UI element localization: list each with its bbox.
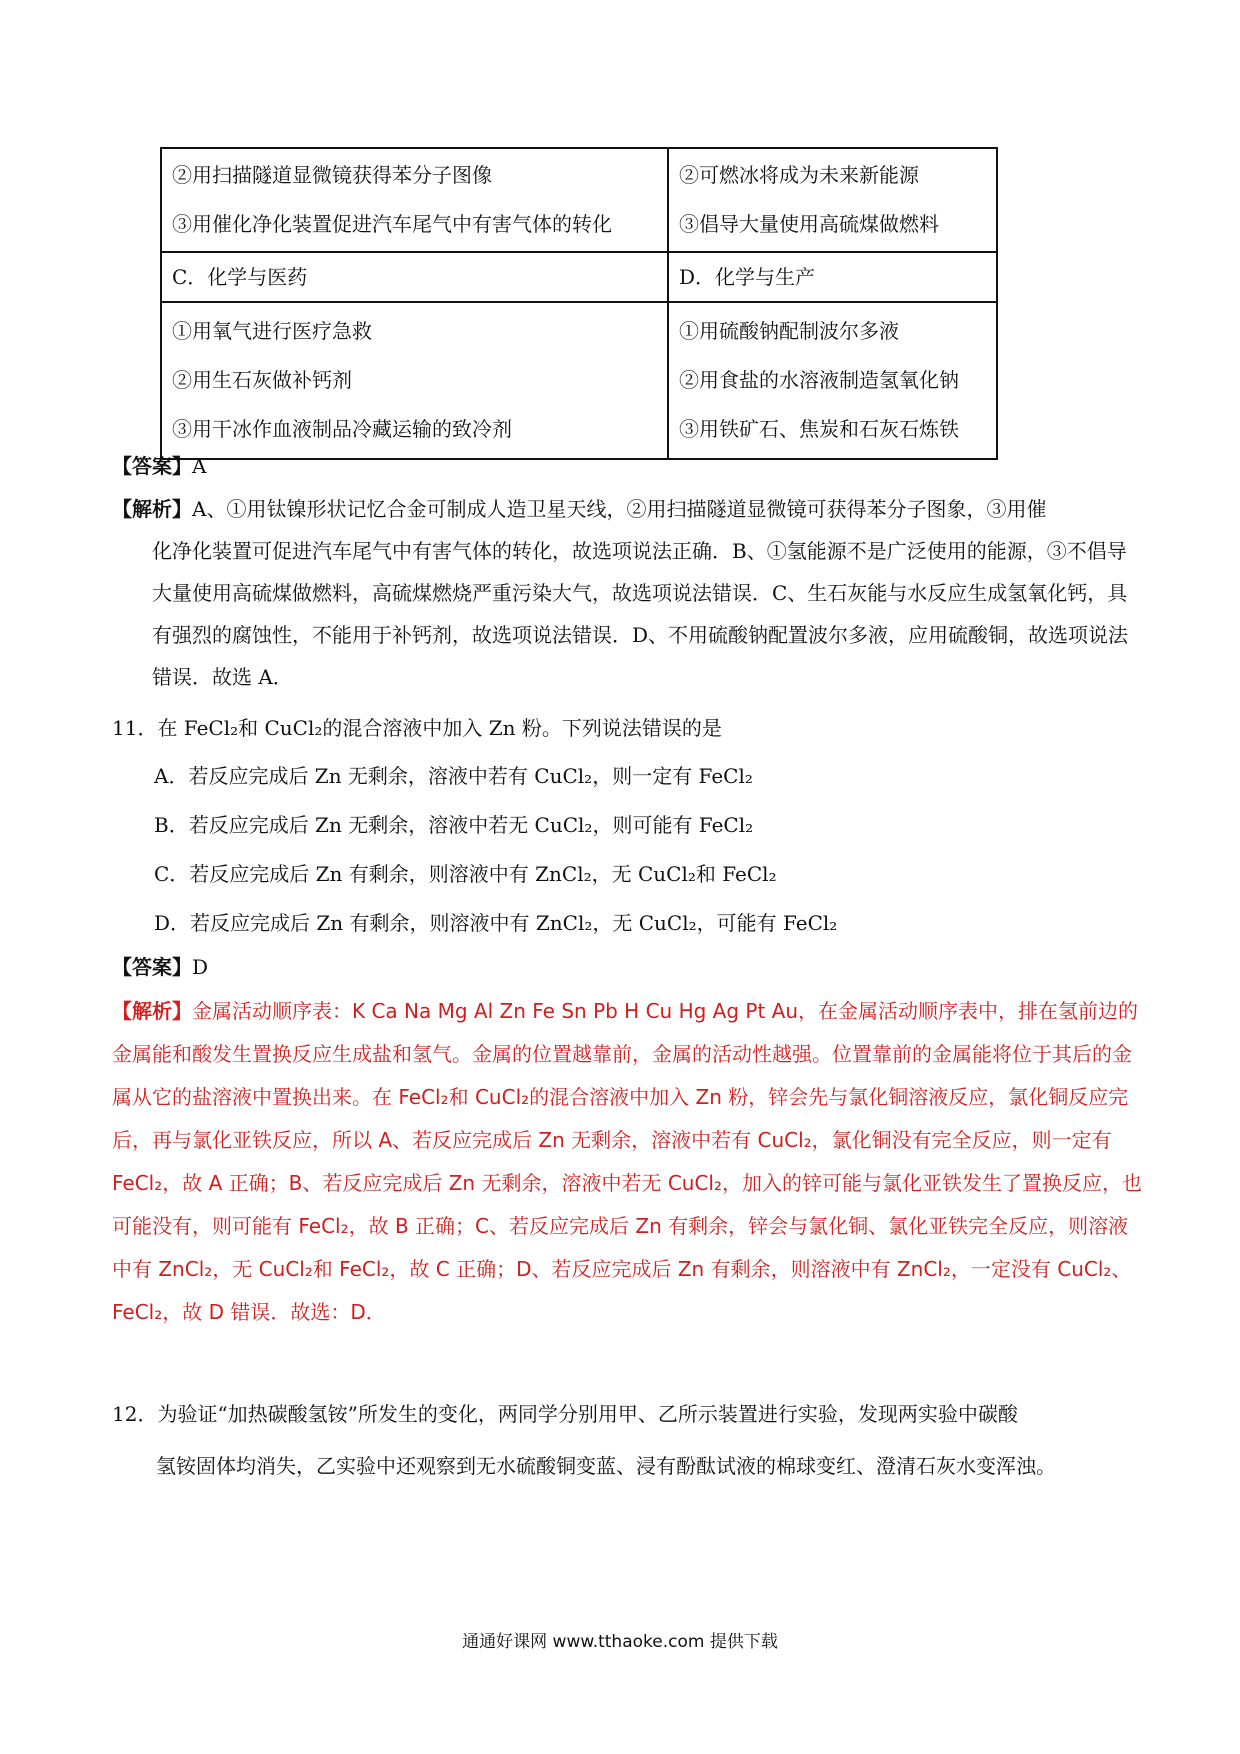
explanation-body: 化净化装置可促进汽车尾气中有害气体的转化，故选项说法正确．B、①氢能源不是广泛使用的能源，③不倡导大量使用高硫煤做燃料，高硫煤燃烧严重污染大气，故选项说法错误．C、生石灰能与水反应生成氢氧化钙，具有强烈的腐蚀性，不能用于补钙剂，故选项说法错误．D、不用硫酸钠配置波尔多液，应用硫酸铜，故选项说法错误．故选 A． (152, 539, 1129, 689)
option-a: A．若反应完成后 Zn 无剩余，溶液中若有 CuCl₂，则一定有 FeCl₂ (154, 764, 753, 788)
question-12 (112, 1388, 1142, 1492)
explanation-body: 金属活动顺序表：K Ca Na Mg Al Zn Fe Sn Pb H Cu Hg Ag Pt Au，在金属活动顺序表中，排在氢前边的金属能和酸发生置换反应生成盐和氢气。金属的位置越靠前，金属的活动性越强。位置靠前的金属能将位于其后的金属从它的盐溶液中置换出来。在 FeCl₂和 CuCl₂的混合溶液中加入 Zn 粉，锌会先与氯化铜溶液反应，氯化铜反应完后，再与氯化亚铁反应，所以 A、若反应完成后 Zn 无剩余，溶液中若有 CuCl₂，氯化铜没有完全反应，则一定有 FeCl₂，故 A 正确；B、若反应完成后 Zn 无剩余，溶液中若无 CuCl₂，加入的锌可能与氯化亚铁发生了置换反应，也可能没有，则可能有 FeCl₂，故 B 正确；C、若反应完成后 Zn 有剩余，锌会与氯化铜、氯化亚铁完全反应，则溶液中有 ZnCl₂，无 CuCl₂和 FeCl₂，故 C 正确；D、若反应完成后 Zn 有剩余，则溶液中有 ZnCl₂，一定没有 CuCl₂、FeCl₂，故 D 错误．故选：D． (112, 999, 1142, 1324)
table-row (161, 252, 997, 302)
table-header-cell (668, 252, 997, 302)
table-cell (668, 148, 997, 252)
table-line: ③倡导大量使用高硫煤做燃料 (679, 212, 939, 236)
table-cell (161, 148, 668, 252)
answer-1 (112, 451, 1142, 481)
table-line: ③用干冰作血液制品冷藏运输的致冷剂 (172, 417, 512, 441)
question-11-options (154, 752, 1054, 948)
question-12-first-line: 12．为验证“加热碳酸氢铵”所发生的变化，两同学分别用甲、乙所示装置进行实验，发现两实验中碳酸 (112, 1402, 1018, 1426)
explanation-label: 【解析】 (112, 999, 192, 1023)
table-line: ③用铁矿石、焦炭和石灰石炼铁 (679, 417, 959, 441)
question-12-continuation: 氢铵固体均消失，乙实验中还观察到无水硫酸铜变蓝、浸有酚酞试液的棉球变红、澄清石灰水变浑浊。 (156, 1454, 1056, 1478)
answer-label: 【答案】 (112, 454, 192, 478)
table-header-cell (161, 252, 668, 302)
options-table (160, 147, 998, 460)
option-c: C．若反应完成后 Zn 有剩余，则溶液中有 ZnCl₂，无 CuCl₂和 FeCl₂ (154, 862, 777, 886)
table-row (161, 302, 997, 459)
table-cell (668, 302, 997, 459)
answer-value: A (192, 454, 207, 478)
table-line: ①用氧气进行医疗急救 (172, 319, 372, 343)
explanation-first-line: A、①用钛镍形状记忆合金可制成人造卫星天线，②用扫描隧道显微镜可获得苯分子图象，③用催 (192, 497, 1047, 521)
answer-label: 【答案】 (112, 955, 192, 979)
section-heading-d: D．化学与生产 (679, 265, 816, 289)
table-line: ②用食盐的水溶液制造氢氧化钠 (679, 368, 959, 392)
explanation-2 (112, 990, 1142, 1334)
table-line: ②用生石灰做补钙剂 (172, 368, 352, 392)
table-row (161, 148, 997, 252)
explanation-label: 【解析】 (112, 497, 192, 521)
explanation-1 (112, 488, 1142, 698)
question-11-stem: 11．在 FeCl₂和 CuCl₂的混合溶液中加入 Zn 粉。下列说法错误的是 (112, 716, 722, 740)
section-heading-c: C．化学与医药 (172, 265, 308, 289)
answer-2 (112, 952, 1142, 982)
table-line: ②用扫描隧道显微镜获得苯分子图像 (172, 163, 492, 187)
answer-value: D (192, 955, 209, 979)
table-line: ②可燃冰将成为未来新能源 (679, 163, 919, 187)
option-b: B．若反应完成后 Zn 无剩余，溶液中若无 CuCl₂，则可能有 FeCl₂ (154, 813, 754, 837)
option-d: D．若反应完成后 Zn 有剩余，则溶液中有 ZnCl₂，无 CuCl₂，可能有 FeCl₂ (154, 911, 838, 935)
table-line: ③用催化净化装置促进汽车尾气中有害气体的转化 (172, 212, 612, 236)
table-cell (161, 302, 668, 459)
table-line: ①用硫酸钠配制波尔多液 (679, 319, 899, 343)
page-footer: 通通好课网 www.tthaoke.com 提供下载 (462, 1632, 778, 1652)
